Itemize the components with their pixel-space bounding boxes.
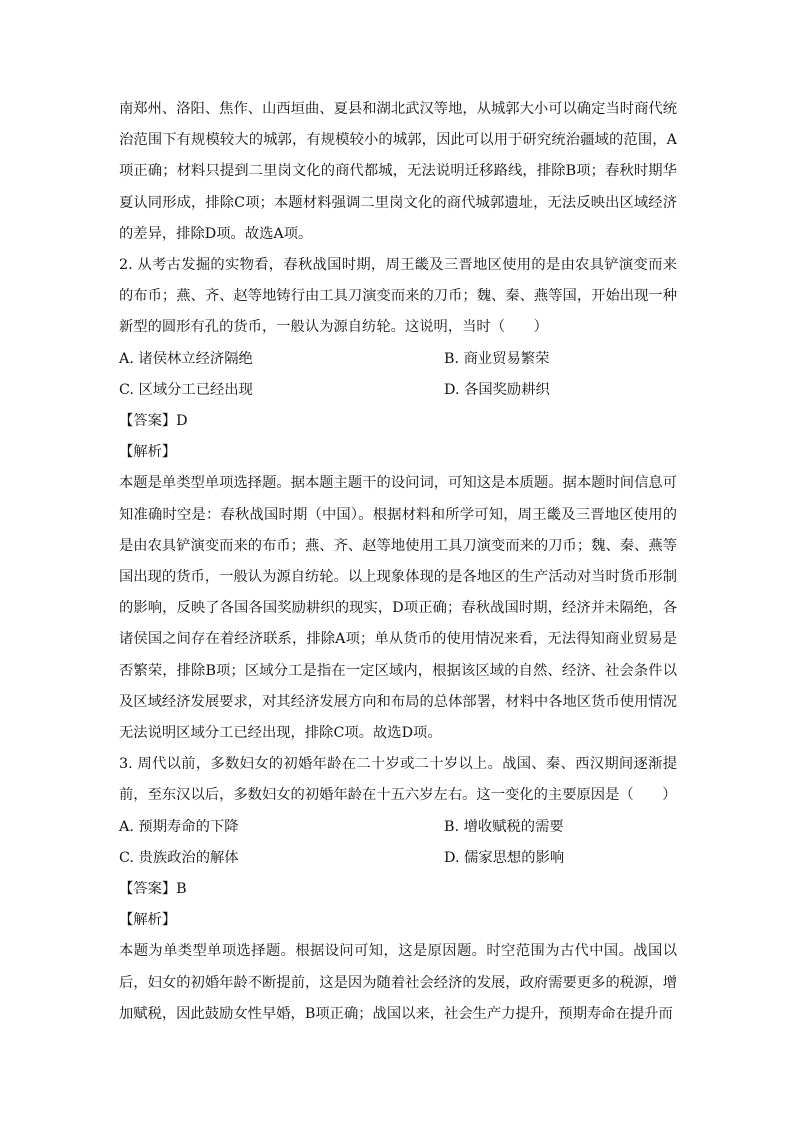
analysis-text: 本题为单类型单项选择题。根据设问可知，这是原因题。时空范围为古代中国。战国以后，妇女的初婚年龄不断提前，这是因为随着社会经济的发展，政府需要更多的税源，增加赋税，因此鼓励女性早婚，B项正确；战国以来，社会生产力提升，预期寿命在提升而	[119, 943, 677, 1022]
question-stem: 3. 周代以前，多数妇女的初婚年龄在二十岁或二十岁以上。战国、秦、西汉期间逐渐提前，至东汉以后，多数妇女的初婚年龄在十五六岁左右。这一变化的主要原因是（ ）	[119, 756, 677, 804]
answer-label: 【答案】B	[119, 881, 187, 898]
analysis-label: 【解析】	[119, 444, 177, 461]
analysis-text: 本题是单类型单项选择题。据本题主题干的设问词，可知这是本质题。据本题时间信息可知准确时空是：春秋战国时期（中国）。根据材料和所学可知，周王畿及三晋地区使用的是由农具铲演变而来的布币；燕、齐、赵等地使用工具刀演变而来的刀币；魏、秦、燕等国出现的货币，一般认为源自纺轮。以上现象体现的是各地区的生产活动对当时货币形制的影响，反映了各国各国奖励耕织的现实，D项正确；春秋战国时期，经济并未隔绝，各诸侯国之间存在着经济联系，排除A项；单从货币的使用情况来看，无法得知商业贸易是否繁荣，排除B项；区域分工是指在一定区域内，根据该区域的自然、经济、社会条件以及区域经济发展要求，对其经济发展方向和布局的总体部署，材料中各地区货币使用情况无法说明区域分工已经出现，排除C项。故选D项。	[119, 475, 677, 742]
question-stem: 2. 从考古发掘的实物看，春秋战国时期，周王畿及三晋地区使用的是由农具铲演变而来的布币；燕、齐、赵等地铸行由工具刀演变而来的刀币；魏、秦、燕等国，开始出现一种新型的圆形有孔的货币，一般认为源自纺轮。这说明，当时（ ）	[119, 257, 677, 336]
answer-label: 【答案】D	[119, 413, 188, 430]
option-c: C. 区域分工已经出现	[119, 381, 253, 398]
options-row	[119, 843, 677, 874]
option-b: B. 增收赋税的需要	[444, 818, 564, 835]
option-c: C. 贵族政治的解体	[119, 849, 239, 866]
document-page	[119, 94, 677, 1030]
question-2	[119, 250, 677, 749]
option-d: D. 儒家思想的影响	[444, 849, 565, 866]
option-a: A. 诸侯林立经济隔绝	[119, 350, 253, 367]
analysis-label: 【解析】	[119, 912, 177, 929]
options-row	[119, 812, 677, 843]
option-d: D. 各国奖励耕织	[444, 381, 550, 398]
options-row	[119, 375, 677, 406]
option-a: A. 预期寿命的下降	[119, 818, 239, 835]
continuation-text: 南郑州、洛阳、焦作、山西垣曲、夏县和湖北武汉等地，从城郭大小可以确定当时商代统治范围下有规模较大的城郭，有规模较小的城郭，因此可以用于研究统治疆域的范围，A项正确；材料只提到二里岗文化的商代都城，无法说明迁移路线，排除B项；春秋时期华夏认同形成，排除C项；本题材料强调二里岗文化的商代城郭遗址，无法反映出区域经济的差异，排除D项。故选A项。	[119, 101, 677, 242]
options-row	[119, 344, 677, 375]
question-3	[119, 749, 677, 1030]
option-b: B. 商业贸易繁荣	[444, 350, 550, 367]
